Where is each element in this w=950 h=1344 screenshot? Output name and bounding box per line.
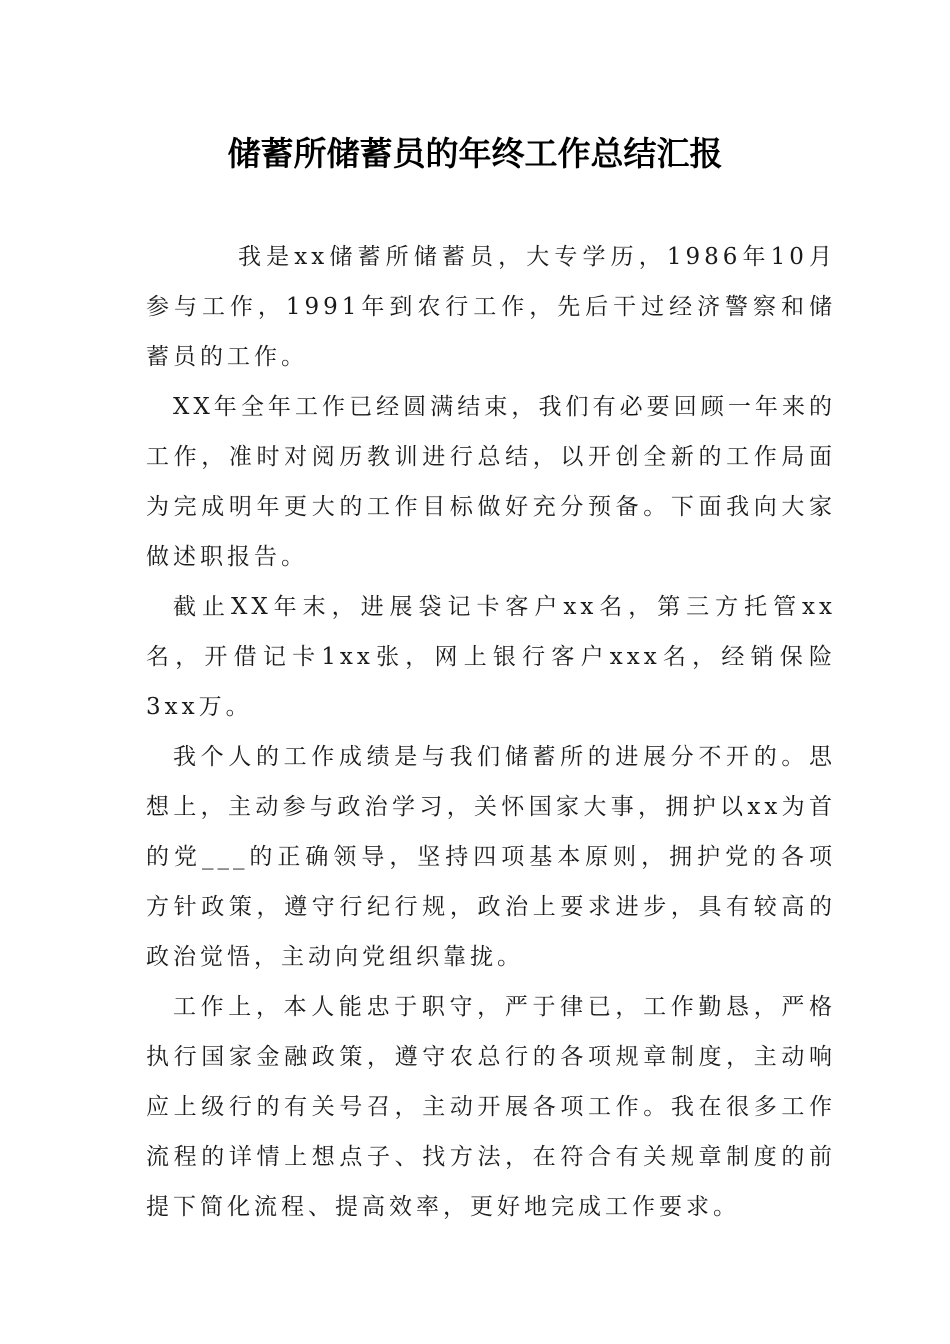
paragraph-2: XX年全年工作已经圆满结束，我们有必要回顾一年来的工作，准时对阅历教训进行总结，以开创全新的工作局面为完成明年更大的工作目标做好充分预备。下面我向大家做述职报告。 bbox=[146, 394, 836, 570]
document-body bbox=[146, 232, 836, 1232]
document-title: 储蓄所储蓄员的年终工作总结汇报 bbox=[227, 134, 723, 173]
paragraph-4: 我个人的工作成绩是与我们储蓄所的进展分不开的。思想上，主动参与政治学习，关怀国家大事，拥护以xx为首的党___的正确领导，坚持四项基本原则，拥护党的各项方针政策，遵守行纪行规，政治上要求进步，具有较高的政治觉悟，主动向党组织靠拢。 bbox=[146, 744, 836, 970]
paragraph-1: 我是xx储蓄所储蓄员，大专学历，1986年10月参与工作，1991年到农行工作，先后干过经济警察和储蓄员的工作。 bbox=[146, 244, 836, 370]
paragraph-3: 截止XX年末，进展袋记卡客户xx名，第三方托管xx名，开借记卡1xx张，网上银行客户xxx名，经销保险3xx万。 bbox=[146, 594, 836, 720]
paragraph-5: 工作上，本人能忠于职守，严于律已，工作勤恳，严格执行国家金融政策，遵守农总行的各项规章制度，主动响应上级行的有关号召，主动开展各项工作。我在很多工作流程的详情上想点子、找方法，在符合有关规章制度的前提下简化流程、提高效率，更好地完成工作要求。 bbox=[146, 994, 836, 1220]
